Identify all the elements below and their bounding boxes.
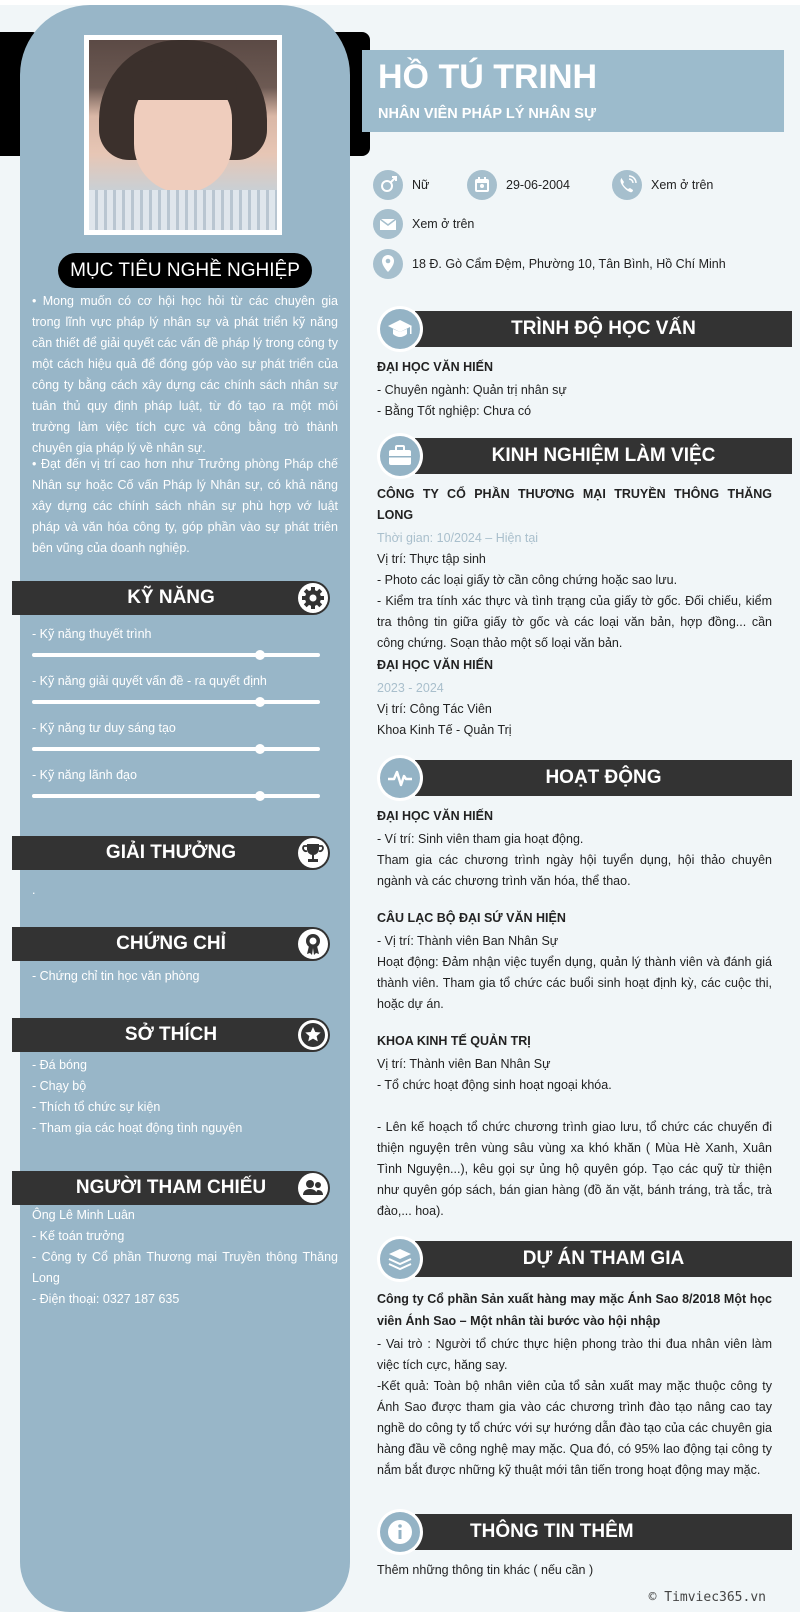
activity-org: KHOA KINH TẾ QUẢN TRỊ <box>377 1034 531 1048</box>
job-time: 2023 - 2024 <box>377 681 444 695</box>
trophy-icon <box>298 838 328 868</box>
experience-heading-bar <box>415 438 792 474</box>
activity-desc: - Tổ chức hoạt động sinh hoạt ngoại khóa. <box>377 1078 612 1092</box>
skill-item <box>32 766 322 798</box>
more-info-icon-circle <box>377 1509 423 1555</box>
job-duty: - Kiểm tra tính xác thực và tình trạng của giấy tờ gốc. Đối chiếu, kiểm tra thông tin giữa giấy tờ gốc và các loại văn bản, hợp đồng... cần công chứng. Soạn thảo một số loại văn bản. <box>377 594 772 650</box>
briefcase-icon <box>380 436 420 476</box>
activities-heading-bar <box>415 760 792 796</box>
projects-icon-circle <box>377 1236 423 1282</box>
skill-item <box>32 719 322 751</box>
skill-label: - Kỹ năng thuyết trình <box>32 627 152 641</box>
job-role: Vị trí: Thực tập sinh <box>377 552 486 566</box>
reference-item: Ông Lê Minh Luân <box>32 1208 135 1222</box>
certificates-text: - Chứng chỉ tin học văn phòng <box>32 969 200 983</box>
avatar <box>89 40 277 230</box>
skill-label: - Kỹ năng giải quyết vấn đề - ra quyết định <box>32 674 267 688</box>
skills-heading: KỸ NĂNG <box>127 587 215 608</box>
project-header: Công ty Cổ phần Sản xuất hàng may mặc Ánh Sao 8/2018 Một học viên Ánh Sao – Một nhân tài bước vào hội nhập <box>377 1292 772 1328</box>
skill-bar <box>32 747 320 751</box>
experience-heading: KINH NGHIỆM LÀM VIỆC <box>491 445 716 466</box>
project-role: - Vai trò : Người tổ chức thực hiện phong trào thi đua nhân viên làm việc tích cực, hăng say. <box>377 1337 772 1372</box>
education-degree: - Bằng Tốt nghiệp: Chưa có <box>377 404 532 418</box>
more-info-text: Thêm những thông tin khác ( nếu cần ) <box>377 1563 594 1577</box>
objective-paragraph-2: • Đạt đến vị trí cao hơn như Trưởng phòng Pháp chế Nhân sự hoặc Cố vấn Pháp lý Nhân sự, có khả năng xây dựng các chính sách nhân sự phù hợp vớ luật pháp và văn hóa công ty, góp phần vào sự phát triên bên vũng của doanh nghiệp. <box>32 457 338 555</box>
projects-content <box>377 1288 772 1481</box>
skill-level-marker <box>255 650 265 660</box>
experience-job-2 <box>377 655 772 741</box>
sidebar <box>20 5 350 1612</box>
reference-item: - Kế toán trưởng <box>32 1229 125 1243</box>
education-content <box>377 357 772 422</box>
email-value: Xem ở trên <box>412 217 475 231</box>
star-icon <box>298 1020 328 1050</box>
project-result: -Kết quả: Toàn bộ nhân viên của tổ sản xuất may mặc thuộc công ty Ánh Sao được tham gia vào các chương trình đào tạo nâng cao tay nghề do công ty tổ chức với sự hướng dẫn đào tạo của các chuyên gia hàng đầu về công nghệ may mặc. Qua đó, có 95% lao động tại công ty nắm bắt được những kỹ thuật mới tân tiến trong hoạt động may mặc. <box>377 1379 772 1477</box>
references-heading-bar <box>12 1171 330 1205</box>
certificates-heading-bar <box>12 927 330 961</box>
pulse-icon <box>380 758 420 798</box>
job-time: Thời gian: 10/2024 – Hiện tại <box>377 531 539 545</box>
education-icon-circle <box>377 306 423 352</box>
education-heading: TRÌNH ĐỘ HỌC VẤN <box>511 318 696 339</box>
location-icon <box>373 249 403 279</box>
hobby-item: - Tham gia các hoạt động tình nguyện <box>32 1121 243 1135</box>
gender-value: Nữ <box>412 178 430 192</box>
info-icon <box>380 1512 420 1552</box>
gender-icon <box>373 170 403 200</box>
birthday-value: 29-06-2004 <box>506 178 570 192</box>
phone-icon <box>612 170 642 200</box>
skill-bar <box>32 794 320 798</box>
skill-level-marker <box>255 791 265 801</box>
skills-heading-bar <box>12 581 330 615</box>
skill-bar <box>32 653 320 657</box>
education-heading-bar <box>415 311 792 347</box>
reference-item: - Điện thoại: 0327 187 635 <box>32 1292 180 1306</box>
hobby-item: - Đá bóng <box>32 1058 87 1072</box>
activity-role: - Ví trí: Sinh viên tham gia hoạt động. <box>377 832 584 846</box>
hobbies-list <box>32 1055 338 1139</box>
email-icon <box>373 209 403 239</box>
objective-paragraph-1: • Mong muốn có cơ hội học hỏi từ các chuyên gia trong lĩnh vực pháp lý nhân sự và phát triển kỹ năng cần thiết để giải quyết các vấn đề pháp lý trong công ty một cách hiệu quả để đóng góp vào sự phát triển của công ty bằng cách xây dựng các chính sách nhân sự tuân thủ quy định pháp luật, từ đó tạo ra một môi trường làm việc tích cực và công bằng trò thành chuyên gia pháp lý về nhân sự. <box>32 294 338 455</box>
skill-label: - Kỹ năng lãnh đạo <box>32 768 137 782</box>
graduation-cap-icon <box>380 309 420 349</box>
job-duty: Khoa Kinh Tế - Quản Trị <box>377 723 512 737</box>
activities-icon-circle <box>377 755 423 801</box>
skill-level-marker <box>255 697 265 707</box>
candidate-name: HỒ TÚ TRINH <box>378 58 598 96</box>
job-company: ĐẠI HỌC VĂN HIẾN <box>377 658 493 672</box>
awards-text: . <box>32 883 36 897</box>
hobbies-heading: SỞ THÍCH <box>124 1024 218 1045</box>
name-banner <box>362 50 784 132</box>
more-info-heading: THÔNG TIN THÊM <box>470 1521 634 1542</box>
activity-desc: Hoạt động: Đảm nhận việc tuyển dụng, quản lý thành viên và đánh giá thành viên. Tham gia tổ chức các buổi sinh hoạt định kỳ, các cuộc thi, hoặc dự án. <box>377 955 772 1011</box>
objective-heading: MỤC TIÊU NGHỀ NGHIỆP <box>58 253 312 288</box>
activity-role: - Vị trí: Thành viên Ban Nhân Sự <box>377 934 559 948</box>
medal-icon <box>298 929 328 959</box>
people-icon <box>298 1173 328 1203</box>
candidate-position: NHÂN VIÊN PHÁP LÝ NHÂN SỰ <box>378 106 597 122</box>
experience-icon-circle <box>377 433 423 479</box>
activity-desc: Tham gia các chương trình ngày hội tuyển dụng, hội thảo chuyên ngành và các chương trình văn hóa, thể thao. <box>377 853 772 888</box>
job-role: Vị trí: Công Tác Viên <box>377 702 492 716</box>
skill-item <box>32 625 322 657</box>
references-heading: NGƯỜI THAM CHIẾU <box>75 1177 267 1198</box>
skill-label: - Kỹ năng tư duy sáng tạo <box>32 721 176 735</box>
skill-level-marker <box>255 744 265 754</box>
skill-bar <box>32 700 320 704</box>
gear-icon <box>298 583 328 613</box>
projects-heading-bar <box>415 1241 792 1277</box>
job-company: CÔNG TY CỔ PHẦN THƯƠNG MẠI TRUYỀN THÔNG THĂNG LONG <box>377 487 772 522</box>
education-major: - Chuyên ngành: Quản trị nhân sự <box>377 383 567 397</box>
awards-heading: GIẢI THƯỞNG <box>105 842 237 863</box>
address-value: 18 Đ. Gò Cẩm Đệm, Phường 10, Tân Bình, Hồ Chí Minh <box>412 257 726 271</box>
activities-content <box>377 806 772 1222</box>
education-school: ĐẠI HỌC VĂN HIẾN <box>377 360 493 374</box>
hobbies-heading-bar <box>12 1018 330 1052</box>
watermark: © Timviec365.vn <box>648 1590 766 1605</box>
activity-role: Vị trí: Thành viên Ban Nhân Sự <box>377 1057 551 1071</box>
job-duty: - Photo các loại giấy tờ cần công chứng hoặc sao lưu. <box>377 573 678 587</box>
profile-photo <box>84 35 282 235</box>
experience-job-1 <box>377 484 772 654</box>
activity-org: ĐẠI HỌC VĂN HIẾN <box>377 809 493 823</box>
skill-item <box>32 672 322 704</box>
reference-item: - Công ty Cổ phần Thương mại Truyền thông Thăng Long <box>32 1250 338 1285</box>
hobby-item: - Thích tổ chức sự kiện <box>32 1100 161 1114</box>
projects-heading: DỰ ÁN THAM GIA <box>522 1248 685 1269</box>
hobby-item: - Chạy bộ <box>32 1079 87 1093</box>
calendar-icon <box>467 170 497 200</box>
activity-desc: - Lên kế hoạch tổ chức chương trình giao lưu, tổ chức các chuyến đi thiện nguyện trên vùng sâu vùng xa khó khăn ( Mùa Hè Xanh, Xuân Tình Nguyện...), kêu gọi sự ủng hộ quyên góp. Tạo các quỹ từ thiện như quyên góp sách, bán gian hàng (đồ ăn vặt, bánh tráng, trà tắc, trà đào,... hoa). <box>377 1120 772 1218</box>
activities-heading: HOẠT ĐỘNG <box>545 767 662 788</box>
more-info-heading-bar <box>415 1514 792 1550</box>
certificates-heading: CHỨNG CHỈ <box>116 933 226 954</box>
awards-heading-bar <box>12 836 330 870</box>
phone-value: Xem ở trên <box>651 178 714 192</box>
activity-org: CÂU LẠC BỘ ĐẠI SỨ VĂN HIỆN <box>377 911 566 925</box>
references-list <box>32 1205 338 1310</box>
layers-icon <box>380 1239 420 1279</box>
